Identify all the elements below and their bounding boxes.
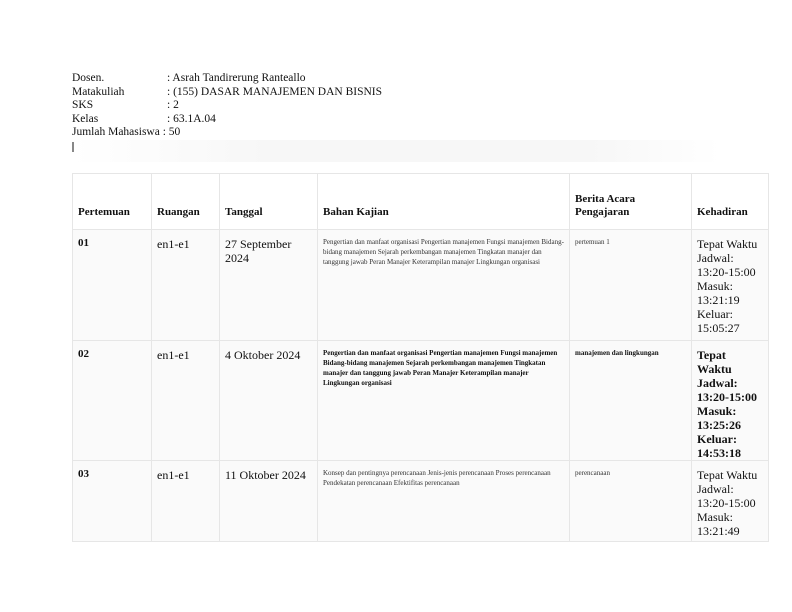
cell-kehadiran: Tepat Waktu Jadwal: 13:20-15:00 Masuk: 13:21:49 [692, 461, 769, 542]
cell-kehadiran: Tepat Waktu Jadwal: 13:20-15:00 Masuk: 13:25:26 Keluar: 14:53:18 [692, 341, 769, 461]
cell-ruangan: en1-e1 [152, 230, 220, 341]
divider-strip [72, 140, 720, 162]
cell-pertemuan: 02 [73, 341, 152, 461]
header-bahan-kajian: Bahan Kajian [318, 174, 570, 230]
jumlah-label: Jumlah Mahasiswa [72, 126, 160, 138]
info-row-matakuliah [72, 86, 382, 100]
cell-bahan-kajian: Pengertian dan manfaat organisasi Pengertian manajemen Fungsi manajemen Bidang-bidang manajemen Sejarah perkembangan manajemen Tingkatan manajer dan tanggung jawab Peran Manajer Keterampilan manajer Lingkungan organisasi [318, 230, 570, 341]
sks-label: SKS [72, 99, 94, 111]
kelas-label: Kelas [72, 112, 99, 125]
table-header-row [73, 174, 769, 230]
info-row-kelas [72, 113, 382, 127]
dosen-value: : Asrah Tandirerung Ranteallo [167, 72, 306, 84]
cell-tanggal: 27 September 2024 [220, 230, 318, 341]
sks-value: : 2 [167, 99, 179, 111]
table-row [73, 230, 769, 341]
table-row [73, 341, 769, 461]
cell-berita-acara: perencanaan [570, 461, 692, 542]
dosen-label: Dosen. [72, 72, 105, 84]
table-row [73, 461, 769, 542]
info-row-sks [72, 99, 382, 113]
cell-pertemuan: 01 [73, 230, 152, 341]
cell-ruangan: en1-e1 [152, 341, 220, 461]
course-info [72, 72, 382, 140]
info-row-jumlah [72, 126, 382, 140]
matakuliah-label: Matakuliah [72, 85, 125, 98]
header-pertemuan: Pertemuan [73, 174, 152, 230]
info-row-dosen [72, 72, 382, 86]
cell-tanggal: 4 Oktober 2024 [220, 341, 318, 461]
header-kehadiran: Kehadiran [692, 174, 769, 230]
jumlah-value: : 50 [162, 126, 181, 138]
header-ruangan: Ruangan [152, 174, 220, 230]
header-tanggal: Tanggal [220, 174, 318, 230]
cell-kehadiran: Tepat Waktu Jadwal: 13:20-15:00 Masuk: 13:21:19 Keluar: 15:05:27 [692, 230, 769, 341]
cell-berita-acara: manajemen dan lingkungan [570, 341, 692, 461]
matakuliah-value: : (155) DASAR MANAJEMEN DAN BISNIS [167, 85, 382, 98]
cell-pertemuan: 03 [73, 461, 152, 542]
cell-bahan-kajian: Pengertian dan manfaat organisasi Pengertian manajemen Fungsi manajemen Bidang-bidang manajemen Sejarah perkembangan manajemen Tingkatan manajer dan tanggung jawab Peran Manajer Keterampilan manajer Lingkungan organisasi [318, 341, 570, 461]
cell-ruangan: en1-e1 [152, 461, 220, 542]
cell-bahan-kajian: Konsep dan pentingnya perencanaan Jenis-jenis perencanaan Proses perencanaan Pendekatan perencanaan Efektifitas perencanaan [318, 461, 570, 542]
header-berita-acara: Berita Acara Pengajaran [570, 174, 692, 230]
broken-image-icon [72, 142, 74, 152]
kelas-value: : 63.1A.04 [167, 112, 216, 125]
cell-berita-acara: pertemuan 1 [570, 230, 692, 341]
attendance-table [72, 173, 769, 542]
cell-tanggal: 11 Oktober 2024 [220, 461, 318, 542]
